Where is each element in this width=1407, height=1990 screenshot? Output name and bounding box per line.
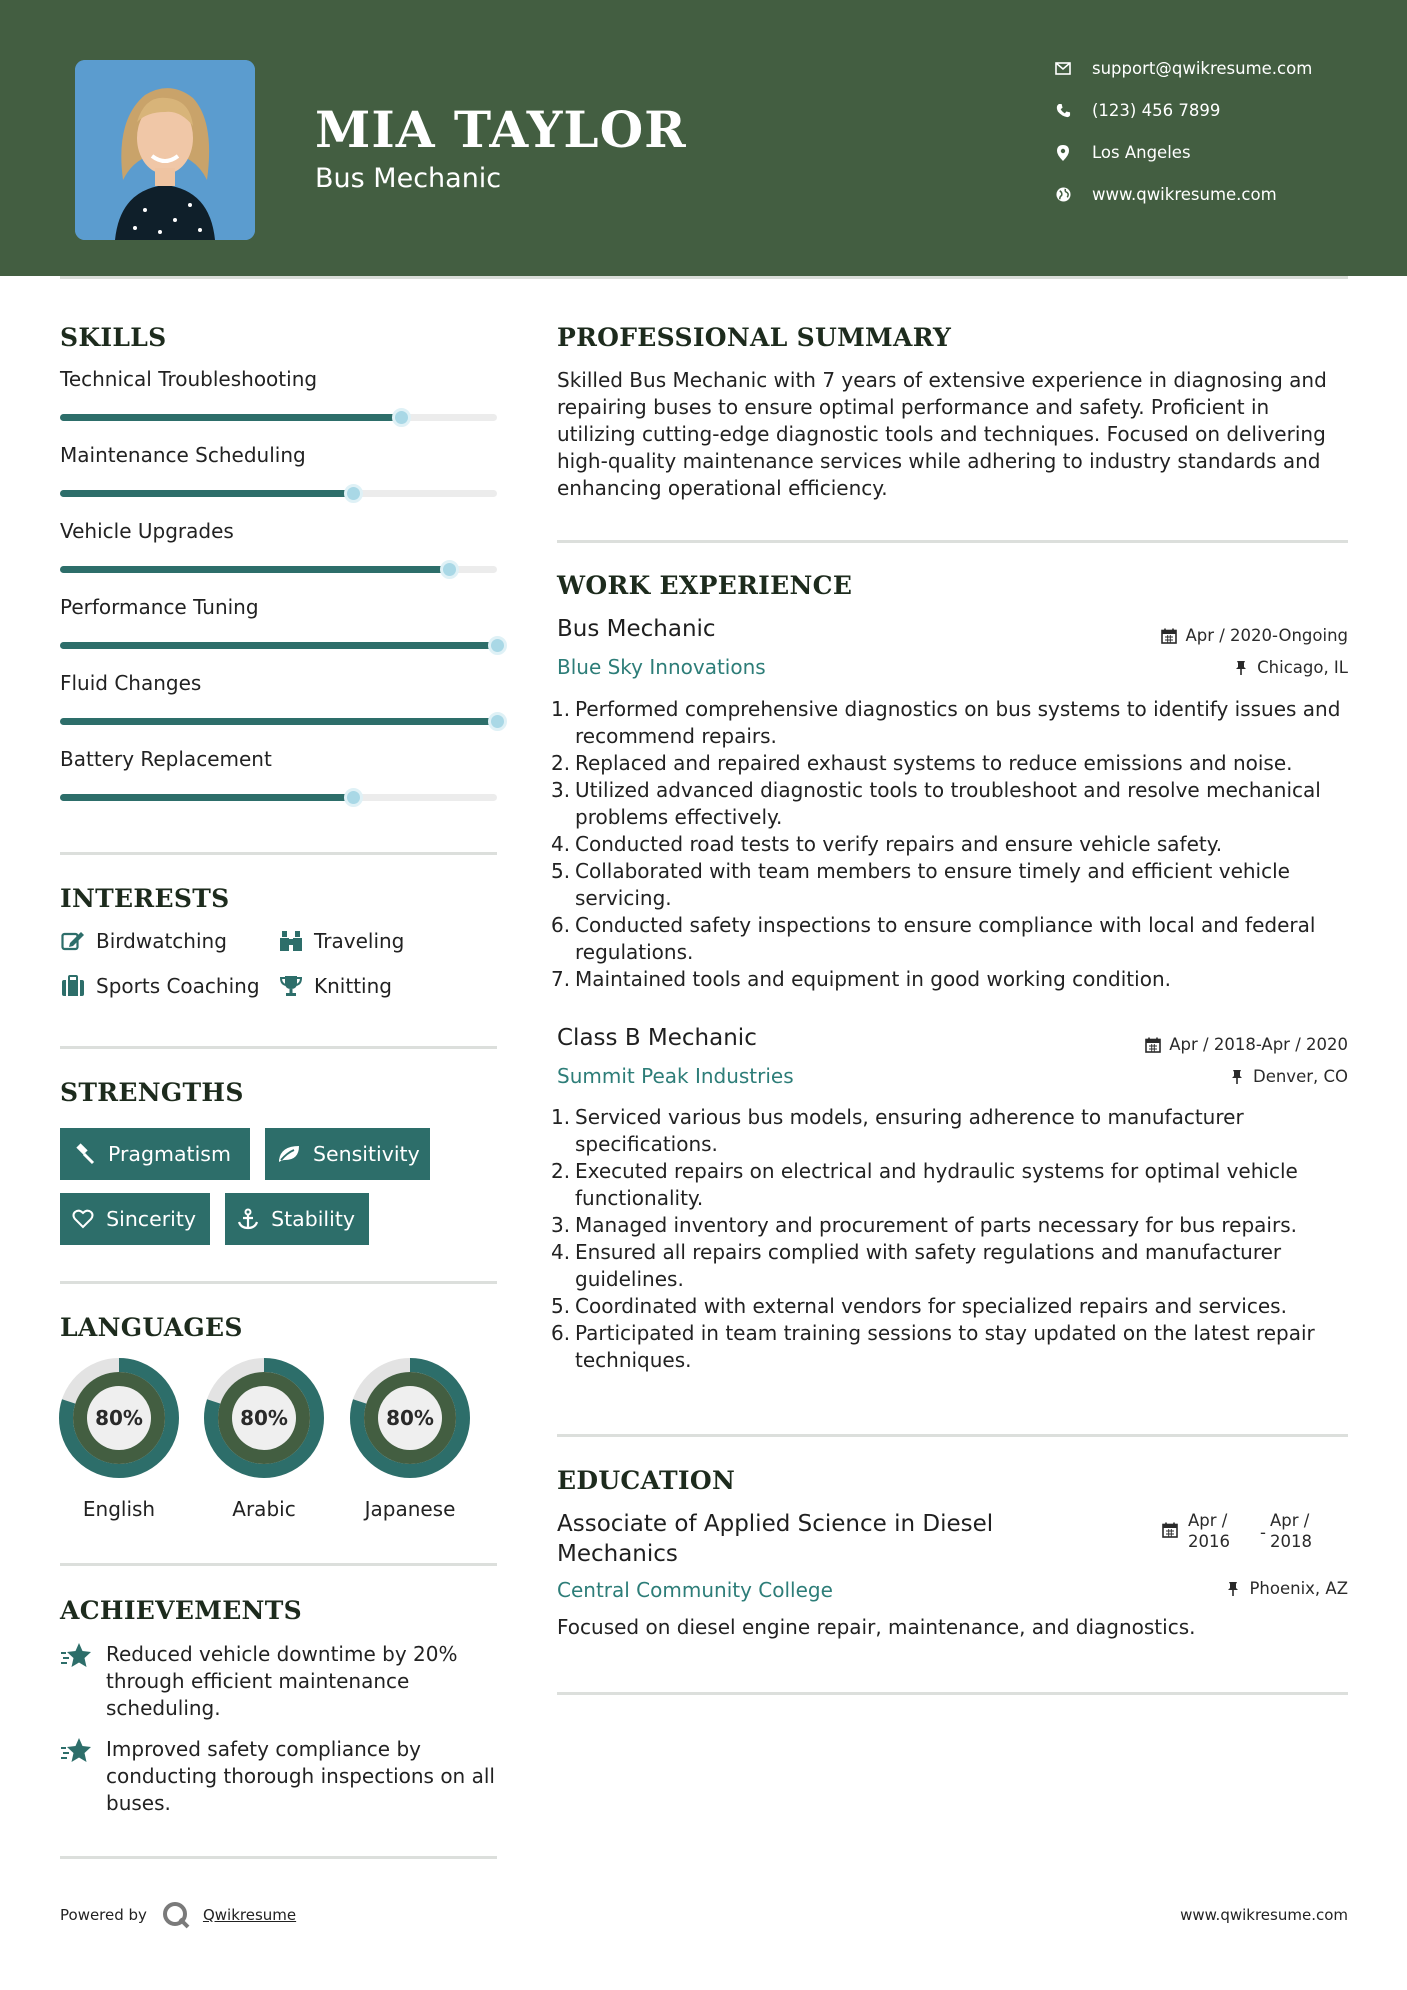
calendar-icon (1144, 1036, 1162, 1054)
language-ring (349, 1357, 471, 1479)
strength-chip (60, 1193, 210, 1245)
strength-chip (225, 1193, 369, 1245)
footer-website[interactable]: www.qwikresume.com (1180, 1906, 1348, 1924)
job-bullet: Managed inventory and procurement of parts necessary for bus repairs. (575, 1213, 1297, 1237)
job-bullet: Conducted road tests to verify repairs and ensure vehicle safety. (575, 832, 1223, 856)
skill-bar (60, 718, 497, 725)
contact-location-text: Los Angeles (1092, 143, 1191, 162)
qwikresume-logo-icon (161, 1900, 191, 1930)
job-dates-text: Apr / 2020-Ongoing (1185, 626, 1348, 645)
achievement-text: Improved safety compliance by conducting thorough inspections on all buses. (106, 1737, 495, 1815)
interests-heading: INTERESTS (60, 884, 230, 913)
language-percent: 80% (386, 1406, 434, 1430)
job-bullet: Ensured all repairs complied with safety regulations and manufacturer guidelines. (575, 1240, 1282, 1291)
skill-bar-knob (344, 484, 363, 503)
candidate-title: Bus Mechanic (315, 163, 502, 194)
skill-bar-knob (488, 636, 507, 655)
trophy-icon (278, 974, 304, 998)
globe-icon (1050, 186, 1076, 204)
section-divider (60, 1563, 497, 1566)
section-divider (557, 1434, 1348, 1437)
section-divider (60, 1856, 497, 1859)
job-title: Bus Mechanic (557, 616, 716, 642)
pushpin-icon (1224, 1580, 1242, 1598)
skill-bar (60, 794, 497, 801)
job-bullet: Participated in team training sessions to stay updated on the latest repair techniques. (575, 1321, 1315, 1372)
briefcase-icon (60, 974, 86, 998)
school-name: Central Community College (557, 1578, 833, 1602)
language-item (203, 1357, 325, 1521)
resume-header (0, 0, 1407, 276)
contact-website-text: www.qwikresume.com (1092, 185, 1277, 204)
skill-label: Vehicle Upgrades (60, 519, 234, 543)
anchor-icon (237, 1207, 259, 1231)
interest-label: Birdwatching (96, 929, 227, 953)
strength-chip (265, 1128, 430, 1180)
star-icon (60, 1641, 96, 1673)
job-dates-text: Apr / 2018-Apr / 2020 (1169, 1035, 1348, 1054)
job-bullet: Coordinated with external vendors for specialized repairs and services. (575, 1294, 1287, 1318)
skill-bar (60, 490, 497, 497)
job-bullet: Collaborated with team members to ensure timely and efficient vehicle servicing. (575, 859, 1290, 910)
section-divider (557, 1692, 1348, 1695)
job-bullet: Serviced various bus models, ensuring adherence to manufacturer specifications. (575, 1105, 1244, 1156)
company-name: Summit Peak Industries (557, 1064, 794, 1088)
interest-label: Knitting (314, 974, 392, 998)
education-heading: EDUCATION (557, 1466, 736, 1495)
skill-bar (60, 642, 497, 649)
interest-label: Sports Coaching (96, 974, 260, 998)
languages-heading: LANGUAGES (60, 1313, 243, 1342)
job-bullet: Executed repairs on electrical and hydraulic systems for optimal vehicle functionality. (575, 1159, 1298, 1210)
skill-bar (60, 414, 497, 421)
job-dates (1160, 626, 1348, 645)
education-location-text: Phoenix, AZ (1249, 1579, 1348, 1598)
pushpin-icon (1228, 1068, 1246, 1086)
envelope-icon (1050, 60, 1076, 78)
language-percent: 80% (240, 1406, 288, 1430)
powered-by-text: Powered by (60, 1906, 147, 1924)
strength-chip (60, 1128, 250, 1180)
calendar-icon (1160, 627, 1178, 645)
job-bullet: Conducted safety inspections to ensure compliance with local and federal regulations. (575, 913, 1316, 964)
education-end-date: Apr / 2018 (1269, 1511, 1312, 1551)
skill-label: Battery Replacement (60, 747, 272, 771)
candidate-name: MIA TAYLOR (315, 100, 687, 159)
leaf-icon (277, 1142, 301, 1166)
language-item (349, 1357, 471, 1521)
footer-powered-by (60, 1900, 296, 1930)
skill-bar-knob (488, 712, 507, 731)
skill-label: Technical Troubleshooting (60, 367, 318, 391)
job-location-text: Chicago, IL (1257, 658, 1348, 677)
skill-bar-fill (60, 642, 497, 649)
language-name: Japanese (364, 1497, 456, 1521)
language-item (58, 1357, 180, 1521)
job-dates (1144, 1035, 1348, 1054)
strength-label: Sensitivity (313, 1142, 420, 1166)
gavel-icon (72, 1142, 96, 1166)
experience-heading: WORK EXPERIENCE (557, 571, 853, 600)
skill-bar (60, 566, 497, 573)
heart-icon (72, 1207, 94, 1231)
job-bullet: Utilized advanced diagnostic tools to troubleshoot and resolve mechanical problems effectively. (575, 778, 1321, 829)
skill-bar-fill (60, 490, 353, 497)
qwikresume-link[interactable]: Qwikresume (202, 1906, 297, 1924)
interest-item (60, 929, 227, 953)
achievement-item (60, 1736, 500, 1817)
achievement-item (60, 1641, 500, 1722)
education-location (1224, 1579, 1348, 1598)
job-bullets (575, 696, 1355, 993)
job-location (1232, 658, 1348, 677)
education-dates (1162, 1510, 1322, 1552)
section-divider (60, 1281, 497, 1284)
star-icon (60, 1736, 96, 1768)
skill-bar-knob (440, 560, 459, 579)
job-bullet: Replaced and repaired exhaust systems to reduce emissions and noise. (575, 751, 1293, 775)
contact-website[interactable] (1050, 185, 1277, 204)
contact-location (1050, 143, 1191, 162)
section-divider (60, 852, 497, 855)
profile-photo (75, 60, 255, 240)
job-bullet: Performed comprehensive diagnostics on bus systems to identify issues and recommend repairs. (575, 697, 1341, 748)
skills-heading: SKILLS (60, 323, 167, 352)
job-bullets (575, 1104, 1355, 1374)
skill-bar-fill (60, 794, 353, 801)
skill-bar-fill (60, 566, 449, 573)
contact-email[interactable] (1050, 59, 1312, 78)
strength-label: Stability (271, 1207, 355, 1231)
header-divider (60, 276, 1348, 279)
interest-item (278, 974, 392, 998)
skill-bar-knob (344, 788, 363, 807)
job-location-text: Denver, CO (1252, 1067, 1348, 1086)
section-divider (557, 540, 1348, 543)
contact-email-text: support@qwikresume.com (1092, 59, 1313, 78)
edit-icon (60, 929, 86, 953)
skill-bar-knob (392, 408, 411, 427)
strengths-heading: STRENGTHS (60, 1078, 244, 1107)
language-percent: 80% (95, 1406, 143, 1430)
section-divider (60, 1046, 497, 1049)
skill-label: Maintenance Scheduling (60, 443, 306, 467)
skill-bar-fill (60, 414, 401, 421)
education-description: Focused on diesel engine repair, maintenance, and diagnostics. (557, 1615, 1196, 1639)
strength-label: Pragmatism (108, 1142, 231, 1166)
summary-heading: PROFESSIONAL SUMMARY (557, 323, 952, 352)
interest-label: Traveling (314, 929, 405, 953)
interest-item (60, 974, 260, 998)
job-title: Class B Mechanic (557, 1025, 757, 1051)
summary-text: Skilled Bus Mechanic with 7 years of extensive experience in diagnosing and repairing buses to ensure optimal performance and safety. Proficient in utilizing cutting-edge diagnostic tools and techniques. Focused on delivering high-quality maintenance services while adhering to industry standards and enhancing operational efficiency. (557, 368, 1327, 500)
location-pin-icon (1050, 144, 1076, 162)
achievement-text: Reduced vehicle downtime by 20% through efficient maintenance scheduling. (106, 1642, 458, 1720)
strength-label: Sincerity (106, 1207, 196, 1231)
job-location (1228, 1067, 1348, 1086)
binoculars-icon (278, 929, 304, 953)
interest-item (278, 929, 404, 953)
language-ring (58, 1357, 180, 1479)
language-ring (203, 1357, 325, 1479)
language-name: English (82, 1497, 156, 1521)
calendar-icon (1162, 1522, 1180, 1540)
contact-phone-text: (123) 456 7899 (1092, 101, 1221, 120)
job-bullet: Maintained tools and equipment in good working condition. (575, 967, 1171, 991)
degree-title: Associate of Applied Science in Diesel Mechanics (557, 1511, 994, 1567)
skill-bar-fill (60, 718, 497, 725)
skill-label: Fluid Changes (60, 671, 202, 695)
company-name: Blue Sky Innovations (557, 655, 766, 679)
phone-icon (1050, 102, 1076, 120)
pushpin-icon (1232, 659, 1250, 677)
education-start-date: Apr / 2016 (1188, 1511, 1230, 1551)
language-name: Arabic (232, 1497, 296, 1521)
date-separator: - (1260, 1523, 1266, 1542)
contact-phone[interactable] (1050, 101, 1220, 120)
achievements-heading: ACHIEVEMENTS (60, 1596, 302, 1625)
skill-label: Performance Tuning (60, 595, 259, 619)
